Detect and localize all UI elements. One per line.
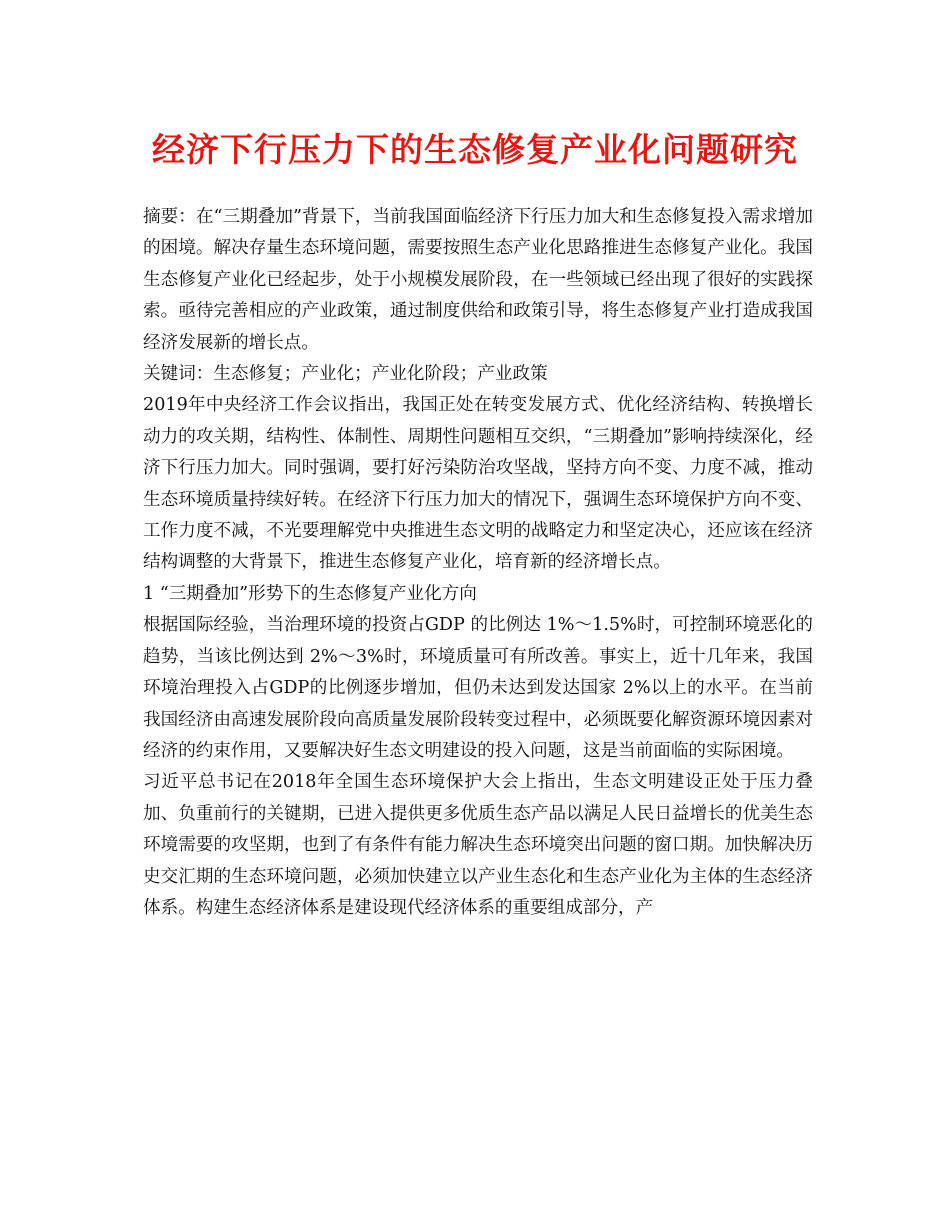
body-paragraph: 根据国际经验，当治理环境的投资占GDP 的比例达 1%～1.5%时，可控制环境恶化的趋势，当该比例达到 2%～3%时，环境质量可有所改善。事实上，近十几年来，我国环境治理投入占GDP的比例逐步增加，但仍未达到发达国家 2%以上的水平。在当前我国经济由高速发展阶段向高质量发展阶段转变过程中，必须既要化解资源环境因素对经济的约束作用，又要解决好生态文明建设的投入问题，这是当前面临的实际困境。 — [143, 615, 813, 761]
section-heading: 1 “三期叠加”形势下的生态修复产业化方向 — [143, 583, 477, 604]
abstract-paragraph: 摘要：在“三期叠加”背景下，当前我国面临经济下行压力加大和生态修复投入需求增加的困境。解决存量生态环境问题，需要按照生态产业化思路推进生态修复产业化。我国生态修复产业化已经起步，处于小规模发展阶段，在一些领域已经出现了很好的实践探索。亟待完善相应的产业政策，通过制度供给和政策引导，将生态修复产业打造成我国经济发展新的增长点。 — [143, 207, 813, 353]
document-body — [143, 202, 813, 924]
body-paragraph: 2019年中央经济工作会议指出，我国正处在转变发展方式、优化经济结构、转换增长动力的攻关期，结构性、体制性、周期性问题相互交织，“三期叠加”影响持续深化，经济下行压力加大。同时强调，要打好污染防治攻坚战，坚持方向不变、力度不减，推动生态环境质量持续好转。在经济下行压力加大的情况下，强调生态环境保护方向不变、工作力度不减，不光要理解党中央推进生态文明的战略定力和坚定决心，还应该在经济结构调整的大背景下，推进生态修复产业化，培育新的经济增长点。 — [143, 395, 813, 573]
body-paragraph: 习近平总书记在2018年全国生态环境保护大会上指出，生态文明建设正处于压力叠加、负重前行的关键期，已进入提供更多优质生态产品以满足人民日益增长的优美生态环境需要的攻坚期，也到了有条件有能力解决生态环境突出问题的窗口期。加快解决历史交汇期的生态环境问题，必须加快建立以产业生态化和生态产业化为主体的生态经济体系。构建生态经济体系是建设现代经济体系的重要组成部分，产 — [143, 772, 813, 918]
keywords-paragraph: 关键词：生态修复；产业化；产业化阶段；产业政策 — [143, 364, 548, 385]
document-title: 经济下行压力下的生态修复产业化问题研究 — [152, 130, 798, 169]
